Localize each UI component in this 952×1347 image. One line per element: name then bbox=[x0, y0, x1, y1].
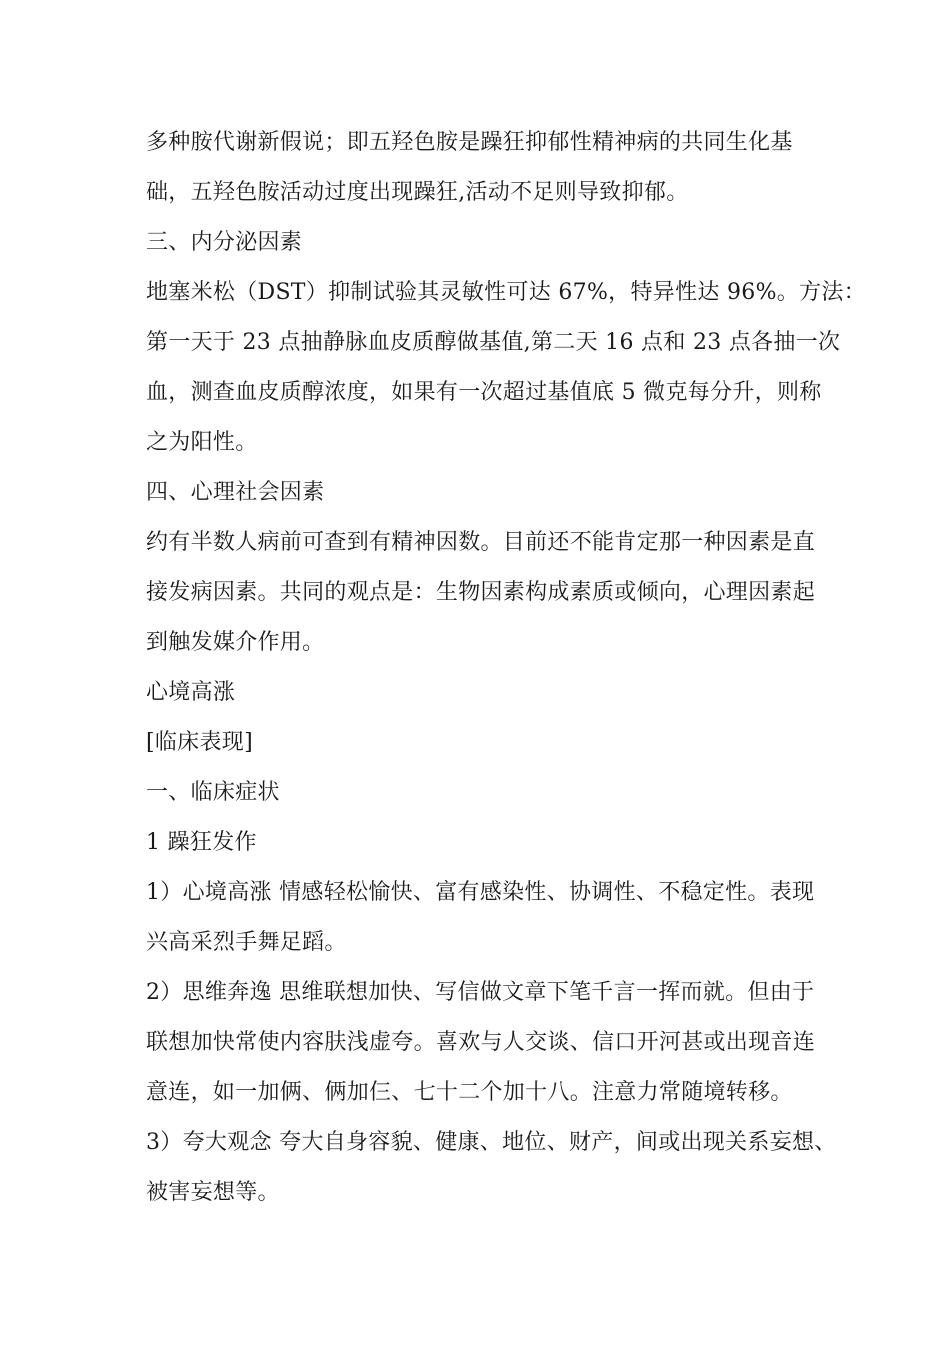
text-line: 约有半数人病前可查到有精神因数。目前还不能肯定那一种因素是直 bbox=[146, 530, 816, 555]
document-page bbox=[146, 118, 866, 1218]
section-heading: 一、临床症状 bbox=[146, 780, 280, 805]
text-line: 被害妄想等。 bbox=[146, 1180, 280, 1205]
section-heading: [临床表现] bbox=[146, 730, 253, 755]
text-line: 多种胺代谢新假说；即五羟色胺是躁狂抑郁性精神病的共同生化基 bbox=[146, 130, 793, 155]
text-line: 兴高采烈手舞足蹈。 bbox=[146, 930, 347, 955]
section-heading: 心境高涨 bbox=[146, 680, 236, 705]
text-line: 第一天于 23 点抽静脉血皮质醇做基值,第二天 16 点和 23 点各抽一次 bbox=[146, 330, 841, 355]
text-line: 地塞米松（DST）抑制试验其灵敏性可达 67%，特异性达 96%。方法： bbox=[146, 280, 866, 305]
text-line: 血，测查血皮质醇浓度，如果有一次超过基值底 5 微克每分升，则称 bbox=[146, 380, 822, 405]
text-line: 2）思维奔逸 思维联想加快、写信做文章下笔千言一挥而就。但由于 bbox=[146, 980, 815, 1005]
text-line: 联想加快常使内容肤浅虚夸。喜欢与人交谈、信口开河甚或出现音连 bbox=[146, 1030, 816, 1055]
text-line: 1）心境高涨 情感轻松愉快、富有感染性、协调性、不稳定性。表现 bbox=[146, 880, 815, 905]
text-line: 之为阳性。 bbox=[146, 430, 258, 455]
text-line: 接发病因素。共同的观点是：生物因素构成素质或倾向，心理因素起 bbox=[146, 580, 816, 605]
text-line: 础，五羟色胺活动过度出现躁狂,活动不足则导致抑郁。 bbox=[146, 180, 689, 205]
text-line: 意连，如一加俩、俩加仨、七十二个加十八。注意力常随境转移。 bbox=[146, 1080, 793, 1105]
section-heading: 四、心理社会因素 bbox=[146, 480, 325, 505]
text-line: 到触发媒介作用。 bbox=[146, 630, 325, 655]
subsection-heading: 1 躁狂发作 bbox=[146, 830, 257, 855]
section-heading: 三、内分泌因素 bbox=[146, 230, 303, 255]
text-line: 3）夸大观念 夸大自身容貌、健康、地位、财产，间或出现关系妄想、 bbox=[146, 1130, 837, 1155]
